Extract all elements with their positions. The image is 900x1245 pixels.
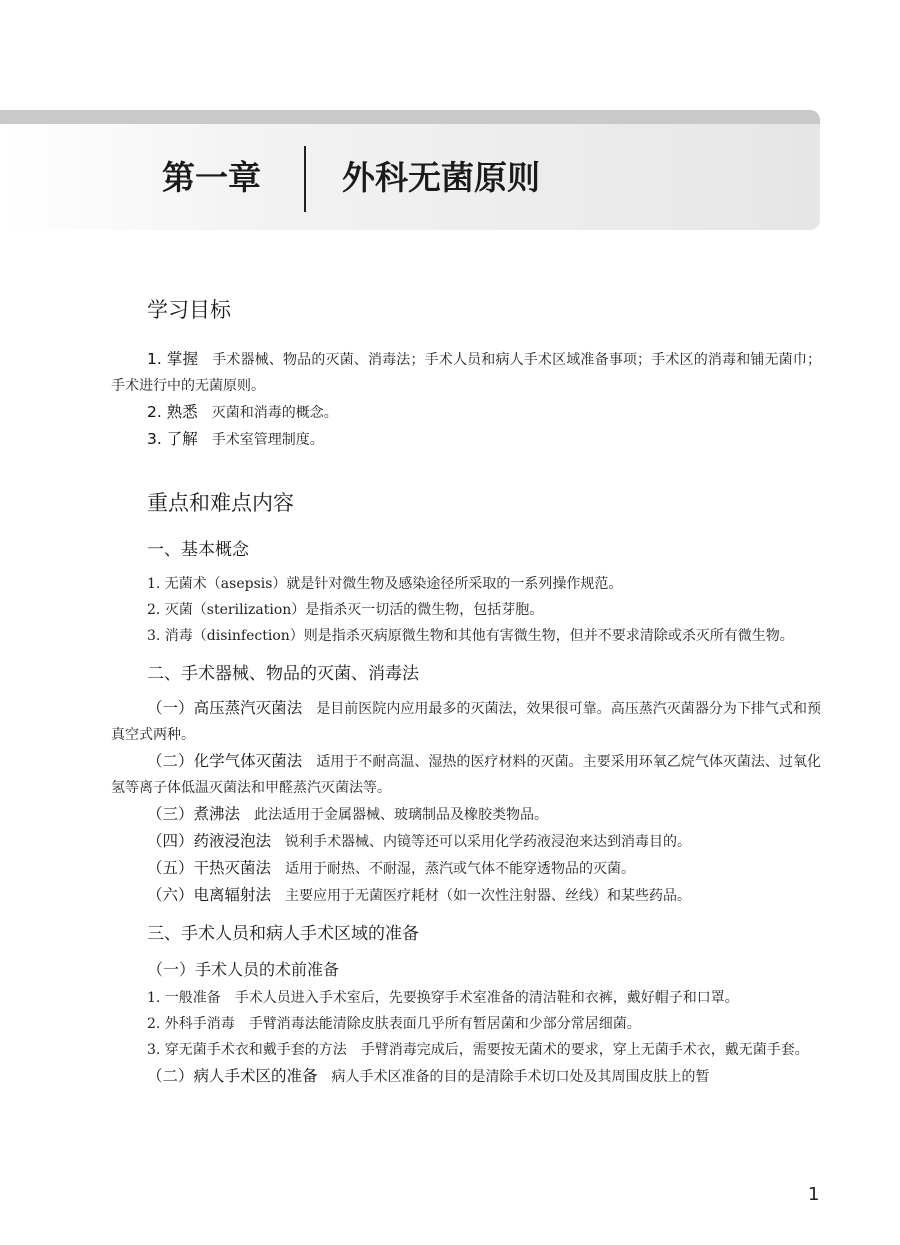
chapter-number: 第一章 (162, 158, 261, 197)
method-item: （四）药液浸泡法 锐利手术器械、内镜等还可以采用化学药液浸泡来达到消毒目的。 (147, 832, 692, 850)
section-heading-basic-concepts: 一、基本概念 (147, 540, 249, 560)
method-item: （一）高压蒸汽灭菌法 是目前医院内应用最多的灭菌法，效果很可靠。高压蒸汽灭菌器分为下排气式和预真空式两种。 (111, 699, 821, 743)
method-item: （二）化学气体灭菌法 适用于不耐高温、湿热的医疗材料的灭菌。主要采用环氧乙烷气体灭菌法、过氧化氢等离子体低温灭菌法和甲醛蒸汽灭菌法等。 (111, 752, 821, 796)
concept-item: 3. 消毒（disinfection）则是指杀灭病原微生物和其他有害微生物，但并不要求清除或杀灭所有微生物。 (147, 628, 794, 644)
page-number: 1 (808, 1184, 820, 1205)
concept-item: 2. 灭菌（sterilization）是指杀灭一切活的微生物，包括芽胞。 (147, 602, 544, 618)
objective-item: 2. 熟悉 灭菌和消毒的概念。 (147, 403, 338, 421)
subsection-heading-staff: （一）手术人员的术前准备 (147, 960, 340, 979)
page-content (111, 292, 821, 1090)
section-heading-sterilization: 二、手术器械、物品的灭菌、消毒法 (147, 664, 419, 684)
concept-item: 1. 无菌术（asepsis）就是针对微生物及感染途径所采取的一系列操作规范。 (147, 576, 623, 592)
chapter-divider (304, 146, 306, 212)
prep-item: 2. 外科手消毒 手臂消毒法能清除皮肤表面几乎所有暂居菌和少部分常居细菌。 (147, 1016, 641, 1032)
objective-item: 1. 掌握 手术器械、物品的灭菌、消毒法；手术人员和病人手术区域准备事项；手术区的消毒和铺无菌巾；手术进行中的无菌原则。 (111, 350, 821, 394)
prep-item: 3. 穿无菌手术衣和戴手套的方法 手臂消毒完成后，需要按无菌术的要求，穿上无菌手术衣，戴无菌手套。 (147, 1042, 809, 1058)
method-item: （五）干热灭菌法 适用于耐热、不耐湿，蒸汽或气体不能穿透物品的灭菌。 (147, 859, 636, 877)
section-heading-preparation: 三、手术人员和病人手术区域的准备 (147, 924, 419, 944)
method-item: （三）煮沸法 此法适用于金属器械、玻璃制品及橡胶类物品。 (147, 805, 549, 823)
prep-item: （二）病人手术区的准备 病人手术区准备的目的是清除手术切口处及其周围皮肤上的暂 (147, 1067, 710, 1085)
chapter-title: 外科无菌原则 (342, 158, 540, 197)
prep-item: 1. 一般准备 手术人员进入手术室后，先要换穿手术室准备的清洁鞋和衣裤，戴好帽子和口罩。 (147, 990, 739, 1006)
method-item: （六）电离辐射法 主要应用于无菌医疗耗材（如一次性注射器、丝线）和某些药品。 (147, 886, 692, 904)
objective-item: 3. 了解 手术室管理制度。 (147, 430, 324, 448)
key-points-heading: 重点和难点内容 (147, 491, 294, 515)
objectives-heading: 学习目标 (147, 298, 231, 322)
